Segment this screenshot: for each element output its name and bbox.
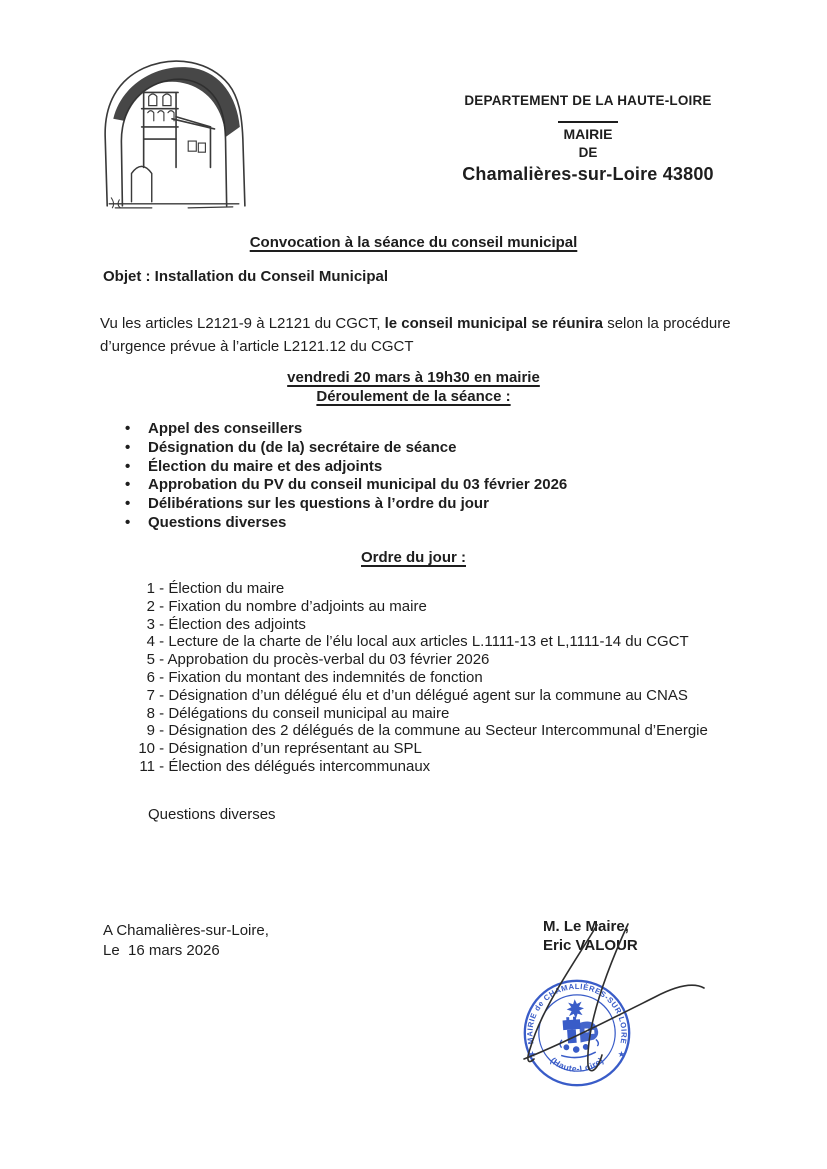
list-item-text: Élection des adjoints [168,615,306,633]
signatory-name: Eric VALOUR [543,936,638,954]
bullet-icon: • [125,495,131,513]
stamp-top-arc-text: MAIRIE de CHAMALIÈRES-SUR-LOIRE [525,981,629,1045]
item-separator: - [155,615,169,633]
ordre-heading-text: Ordre du jour : [361,549,466,566]
list-item-text: Élection du maire [168,580,285,597]
commune-name: Chamalières-sur-Loire 43800 [462,164,714,184]
bullet-icon: • [125,420,131,437]
list-item [128,758,708,776]
list-item [128,580,708,598]
bullet-icon: • [125,476,131,494]
item-separator: - [155,722,169,740]
list-item [125,476,567,495]
item-number: 1 [146,580,155,597]
document-title [0,234,827,251]
seance-bullet-list [125,420,567,533]
list-item [128,705,708,723]
item-separator: - [155,686,169,704]
item-number: 4 [146,633,155,651]
mairie-label: MAIRIE [563,126,613,142]
signature-strokes-icon [468,912,734,1097]
list-item [128,687,708,705]
objet-line: Objet : Installation du Conseil Municipal [103,268,389,285]
list-item [128,669,708,687]
item-number: 3 [146,615,155,633]
list-item [128,651,708,669]
list-item [128,722,708,740]
place-line: A Chamalières-sur-Loire, [103,922,269,939]
list-item [125,420,567,439]
intro-text-after: selon la procédure d’urgence prévue à l’article L2121.12 du CGCT [100,315,731,355]
list-item-text: Désignation des 2 délégués de la commune au Secteur Intercommunal d’Energie [168,722,708,740]
list-item-text: Désignation du (de la) secrétaire de séance [148,438,457,456]
item-separator: - [155,651,168,669]
list-item [125,458,567,477]
item-separator: - [155,597,169,615]
ordre-numbered-list [128,580,708,776]
list-item-text: Désignation d’un délégué élu et d’un délégué agent sur la commune au CNAS [168,686,688,704]
intro-text-bold: le conseil municipal se réunira [384,315,604,332]
list-item-text: Désignation d’un représentant au SPL [168,740,422,758]
stamp-bottom-arc-text: (Haute-Loire) [548,1055,606,1074]
arch-tower-sketch-icon [90,54,254,218]
signatory-title: M. Le Maire, [543,918,629,935]
list-item-text: Approbation du procès-verbal du 03 février 2026 [167,651,490,669]
place-date-block [103,921,269,961]
stamp-star-right-icon: ★ [617,1049,626,1060]
document-title-text: Convocation à la séance du conseil municipal [249,234,578,251]
list-item [125,514,567,533]
item-number: 5 [146,651,155,669]
intro-paragraph [100,312,750,358]
list-item [125,495,567,514]
stamp-star-left-icon: ★ [528,1049,537,1060]
item-number: 7 [146,686,155,704]
de-label: DE [578,145,598,160]
deroulement-heading: Déroulement de la séance : [316,388,511,405]
list-item [128,740,708,758]
ordre-heading [0,549,827,566]
list-item [128,616,708,634]
meeting-block [0,368,827,406]
meeting-datetime: vendredi 20 mars à 19h30 en mairie [287,369,540,386]
item-number: 6 [146,668,155,686]
list-item-text: Fixation du montant des indemnités de fonction [168,668,483,686]
header-divider [558,121,618,123]
letterhead [432,93,744,185]
list-item-text: Appel des conseillers [148,420,303,437]
handwritten-signature [468,912,734,1097]
intro-text-before: Vu les articles L2121-9 à L2121 du CGCT, [100,315,385,332]
list-item-text: Fixation du nombre d’adjoints au maire [168,597,427,615]
item-separator: - [155,633,169,651]
list-item [128,633,708,651]
item-number: 8 [146,704,155,722]
bullet-icon: • [125,438,131,456]
item-separator: - [155,704,169,722]
item-separator: - [155,757,169,775]
list-item [125,439,567,458]
list-item-text: Délibérations sur les questions à l’ordre du jour [148,495,489,513]
list-item [128,598,708,616]
bullet-icon: • [125,457,131,475]
item-number: 11 [139,757,155,775]
commune-logo-sketch [90,54,254,218]
date-line: Le 16 mars 2026 [103,942,220,959]
bullet-icon: • [125,513,131,531]
item-separator: - [155,740,169,758]
list-item-text: Questions diverses [148,513,287,531]
department-line: DEPARTEMENT DE LA HAUTE-LOIRE [464,93,712,108]
item-number: 2 [146,597,155,615]
item-number: 9 [146,722,155,740]
list-item-text: Lecture de la charte de l’élu local aux articles L.1111-13 et L,1111-14 du CGCT [168,633,689,651]
item-separator: - [155,580,169,597]
list-item-text: Élection des délégués intercommunaux [168,757,431,775]
list-item-text: Délégations du conseil municipal au maire [168,704,450,722]
item-separator: - [155,668,169,686]
item-number: 10 [138,740,155,758]
list-item-text: Élection du maire et des adjoints [148,457,383,475]
questions-diverses-line: Questions diverses [148,806,276,823]
list-item-text: Approbation du PV du conseil municipal du 03 février 2026 [148,476,568,494]
